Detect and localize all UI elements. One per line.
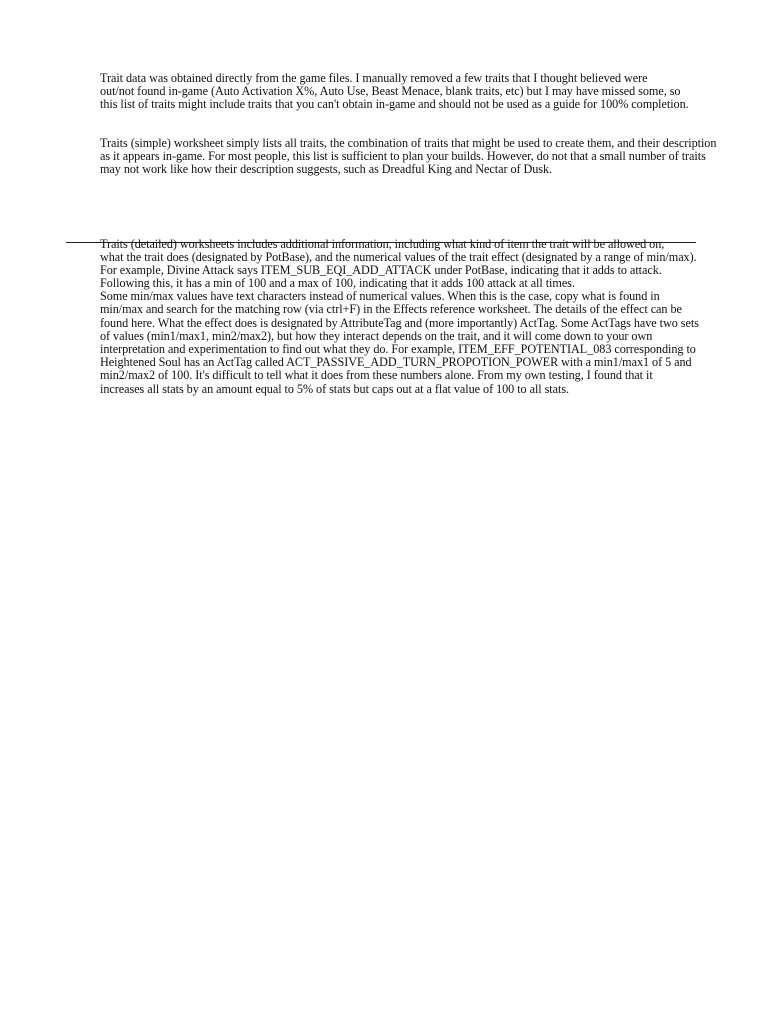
text-line: min/max and search for the matching row (via ctrl+F) in the Effects reference worksheet. The details of the effect can be xyxy=(100,303,682,317)
text-line: For example, Divine Attack says ITEM_SUB_EQI_ADD_ATTACK under PotBase, indicating that it adds to attack. xyxy=(100,263,662,277)
text-line: this list of traits might include traits that you can't obtain in-game and should not be used as a guide for 100% completion. xyxy=(100,97,689,111)
text-line: of values (min1/max1, min2/max2), but how they interact depends on the trait, and it will come down to your own xyxy=(100,329,653,343)
text-line: found here. What the effect does is designated by AttributeTag and (more importantly) ActTag. Some ActTags have two sets xyxy=(100,316,699,330)
paragraph-traits-detailed xyxy=(100,238,760,396)
text-line: what the trait does (designated by PotBase), and the numerical values of the trait effect (designated by a range of min/max). xyxy=(100,250,697,264)
text-line: Traits (detailed) worksheets includes additional information, including what kind of item the trait will be allowed on, xyxy=(100,237,665,251)
text-line: Following this, it has a min of 100 and a max of 100, indicating that it adds 100 attack at all times. xyxy=(100,277,575,291)
text-line: Trait data was obtained directly from the game files. I manually removed a few traits that I thought believed were xyxy=(100,71,648,85)
paragraph-trait-data-source xyxy=(100,72,760,112)
text-line: interpretation and experimentation to find out what they do. For example, ITEM_EFF_POTENTIAL_083 corresponding to xyxy=(100,343,696,356)
paragraph-traits-simple xyxy=(100,137,760,177)
text-line: out/not found in-game (Auto Activation X%, Auto Use, Beast Menace, blank traits, etc) but I may have missed some, so xyxy=(100,84,681,98)
text-line: min2/max2 of 100. It's difficult to tell what it does from these numbers alone. From my own testing, I found that it xyxy=(100,369,653,383)
text-line: as it appears in-game. For most people, this list is sufficient to plan your builds. However, do not that a small number of traits xyxy=(100,149,706,163)
text-line: Traits (simple) worksheet simply lists all traits, the combination of traits that might be used to create them, and their description xyxy=(100,136,717,150)
text-line: Some min/max values have text characters instead of numerical values. When this is the case, copy what is found in xyxy=(100,290,660,304)
text-line: may not work like how their description suggests, such as Dreadful King and Nectar of Dusk. xyxy=(100,162,553,176)
text-line: Heightened Soul has an ActTag called ACT_PASSIVE_ADD_TURN_PROPOTION_POWER with a min1/max1 of 5 and xyxy=(100,356,692,370)
text-line: increases all stats by an amount equal to 5% of stats but caps out at a flat value of 100 to all stats. xyxy=(100,382,570,396)
